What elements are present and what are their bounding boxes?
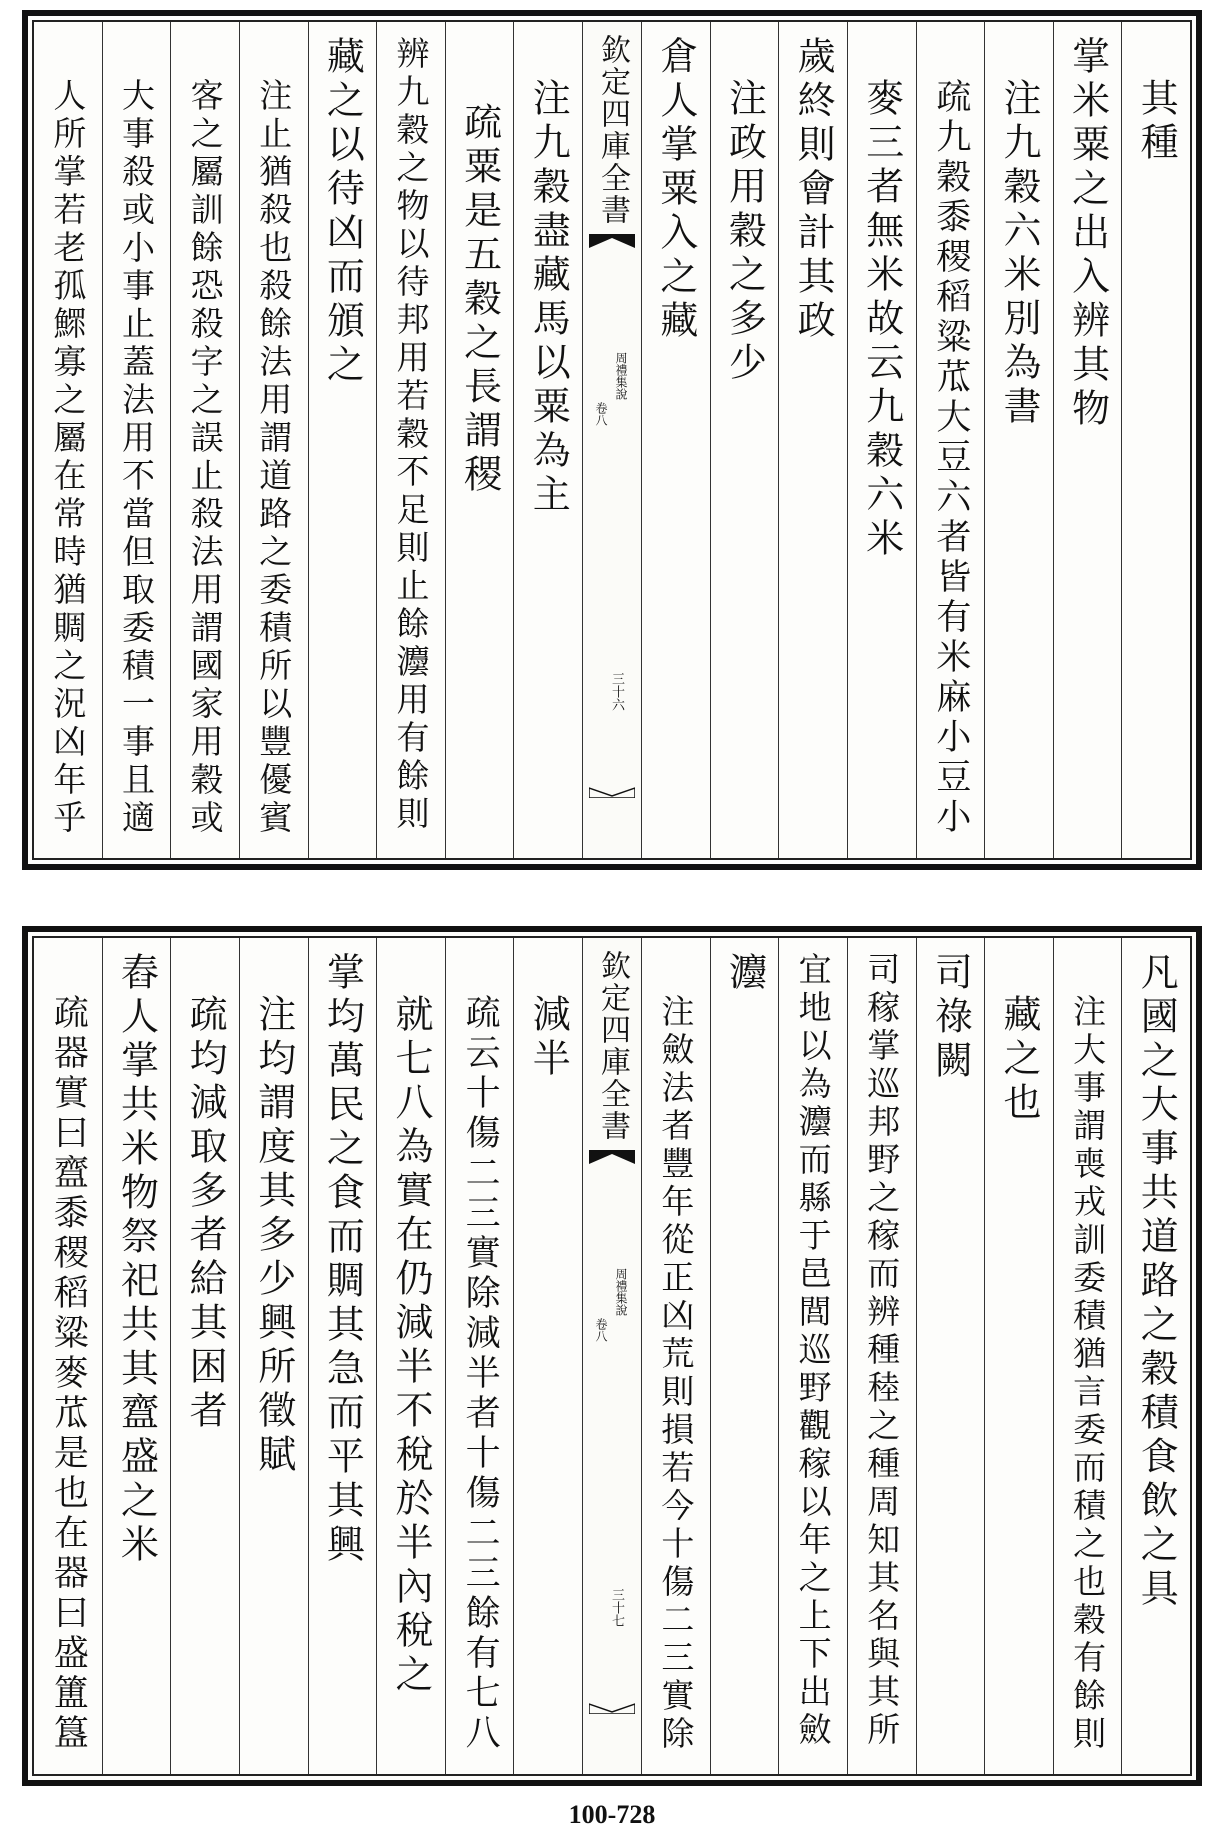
- text-column: [847, 22, 916, 858]
- text-column: [513, 22, 582, 858]
- upper-page-columns: [32, 20, 1192, 860]
- text-column: [916, 938, 985, 1774]
- column-text: 減半: [526, 994, 571, 1082]
- text-column: [778, 22, 847, 858]
- text-column: [984, 22, 1053, 858]
- text-column: [102, 938, 171, 1774]
- lower-page: [22, 926, 1202, 1786]
- fishtail-mark-icon: [589, 234, 635, 270]
- text-column: [1121, 22, 1190, 858]
- volume-label: 卷八: [594, 402, 608, 426]
- section-title: 周禮集說: [614, 352, 628, 400]
- text-column: [102, 22, 171, 858]
- column-text: 宜地以為灋而縣于邑閭巡野觀稼以年之上下出斂: [793, 952, 833, 1750]
- text-column: [847, 938, 916, 1774]
- folio-number: 三十六: [609, 672, 624, 711]
- book-title: 欽定四庫全書: [595, 950, 630, 1142]
- column-text: 辨九穀之物以待邦用若穀不足則止餘灋用有餘則: [391, 36, 431, 834]
- text-column: [641, 938, 710, 1774]
- column-text: 司稼掌巡邦野之稼而辨種稑之種周知其名與其所: [862, 952, 902, 1750]
- text-column: [34, 938, 102, 1774]
- text-column: [1053, 22, 1122, 858]
- text-column: [445, 22, 514, 858]
- column-text: 注止猶殺也殺餘法用謂道路之委積所以豐優賓: [254, 78, 294, 838]
- lower-fishtail-mark-icon: [589, 776, 635, 798]
- text-column: [308, 938, 377, 1774]
- column-text: 疏均減取多者給其困者: [183, 994, 228, 1434]
- text-column: [1121, 938, 1190, 1774]
- column-text: 人所掌若老孤鰥寡之屬在常時猶賙之況凶年乎: [48, 78, 88, 838]
- book-title: 欽定四庫全書: [595, 34, 630, 226]
- text-column: [239, 938, 308, 1774]
- section-title: 周禮集說: [614, 1268, 628, 1316]
- column-text: 歲終則會計其政: [791, 36, 836, 344]
- lower-page-columns: [32, 936, 1192, 1776]
- column-text: 藏之也: [996, 994, 1041, 1126]
- column-text: 注斂法者豐年從正凶荒則損若今十傷二三實除: [656, 994, 696, 1754]
- text-column: [778, 938, 847, 1774]
- upper-page: [22, 10, 1202, 870]
- text-column: [34, 22, 102, 858]
- text-column: [916, 22, 985, 858]
- column-text: 疏九穀黍稷稻粱苽大豆六者皆有米麻小豆小: [930, 78, 971, 838]
- column-text: 掌米粟之出入辨其物: [1065, 36, 1110, 432]
- column-text: 客之屬訓餘恐殺字之誤止殺法用謂國家用穀或: [185, 78, 225, 838]
- fishtail-mark-icon: [589, 1150, 635, 1186]
- text-column: [445, 938, 514, 1774]
- center-fold-column: [582, 22, 641, 858]
- column-text: 灋: [722, 952, 767, 996]
- column-text: 舂人掌共米物祭祀共其齍盛之米: [114, 952, 159, 1568]
- center-fold-column: [582, 938, 641, 1774]
- page-number: 100-728: [568, 1800, 656, 1829]
- text-column: [984, 938, 1053, 1774]
- column-text: 倉人掌粟入之藏: [653, 36, 698, 344]
- column-text: 藏之以待凶而頒之: [320, 36, 365, 388]
- column-text: 疏器實曰齍黍稷稻粱麥苽是也在器曰盛簠簋: [48, 994, 89, 1754]
- text-column: [641, 22, 710, 858]
- volume-label: 卷八: [594, 1318, 608, 1342]
- column-text: 凡國之大事共道路之穀積食飲之具: [1134, 952, 1179, 1612]
- column-text: 就七八為實在仍減半不稅於半內稅之: [388, 994, 433, 1698]
- column-text: 注九穀盡藏馬以粟為主: [526, 78, 571, 518]
- text-column: [1053, 938, 1122, 1774]
- folio-number: 三十七: [609, 1588, 624, 1627]
- lower-fishtail-mark-icon: [589, 1692, 635, 1714]
- column-text: 司祿闕: [928, 952, 973, 1084]
- text-column: [376, 22, 445, 858]
- column-text: 疏粟是五穀之長謂稷: [457, 102, 502, 498]
- column-text: 注九穀六米別為書: [996, 78, 1041, 430]
- text-column: [710, 22, 779, 858]
- text-column: [308, 22, 377, 858]
- text-column: [170, 938, 239, 1774]
- text-column: [710, 938, 779, 1774]
- column-text: 大事殺或小事止蓋法用不當但取委積一事且適: [116, 78, 156, 838]
- column-text: 掌均萬民之食而賙其急而平其興: [320, 952, 365, 1568]
- text-column: [513, 938, 582, 1774]
- column-text: 其種: [1134, 78, 1179, 166]
- column-text: 注大事謂喪戎訓委積猶言委而積之也穀有餘則: [1068, 994, 1108, 1754]
- text-column: [376, 938, 445, 1774]
- text-column: [239, 22, 308, 858]
- text-column: [170, 22, 239, 858]
- column-text: 疏云十傷二三實除減半者十傷二三餘有七八: [460, 994, 501, 1754]
- column-text: 注政用穀之多少: [722, 78, 767, 386]
- column-text: 麥三者無米故云九穀六米: [859, 78, 904, 562]
- column-text: 注均謂度其多少興所徵賦: [251, 994, 296, 1478]
